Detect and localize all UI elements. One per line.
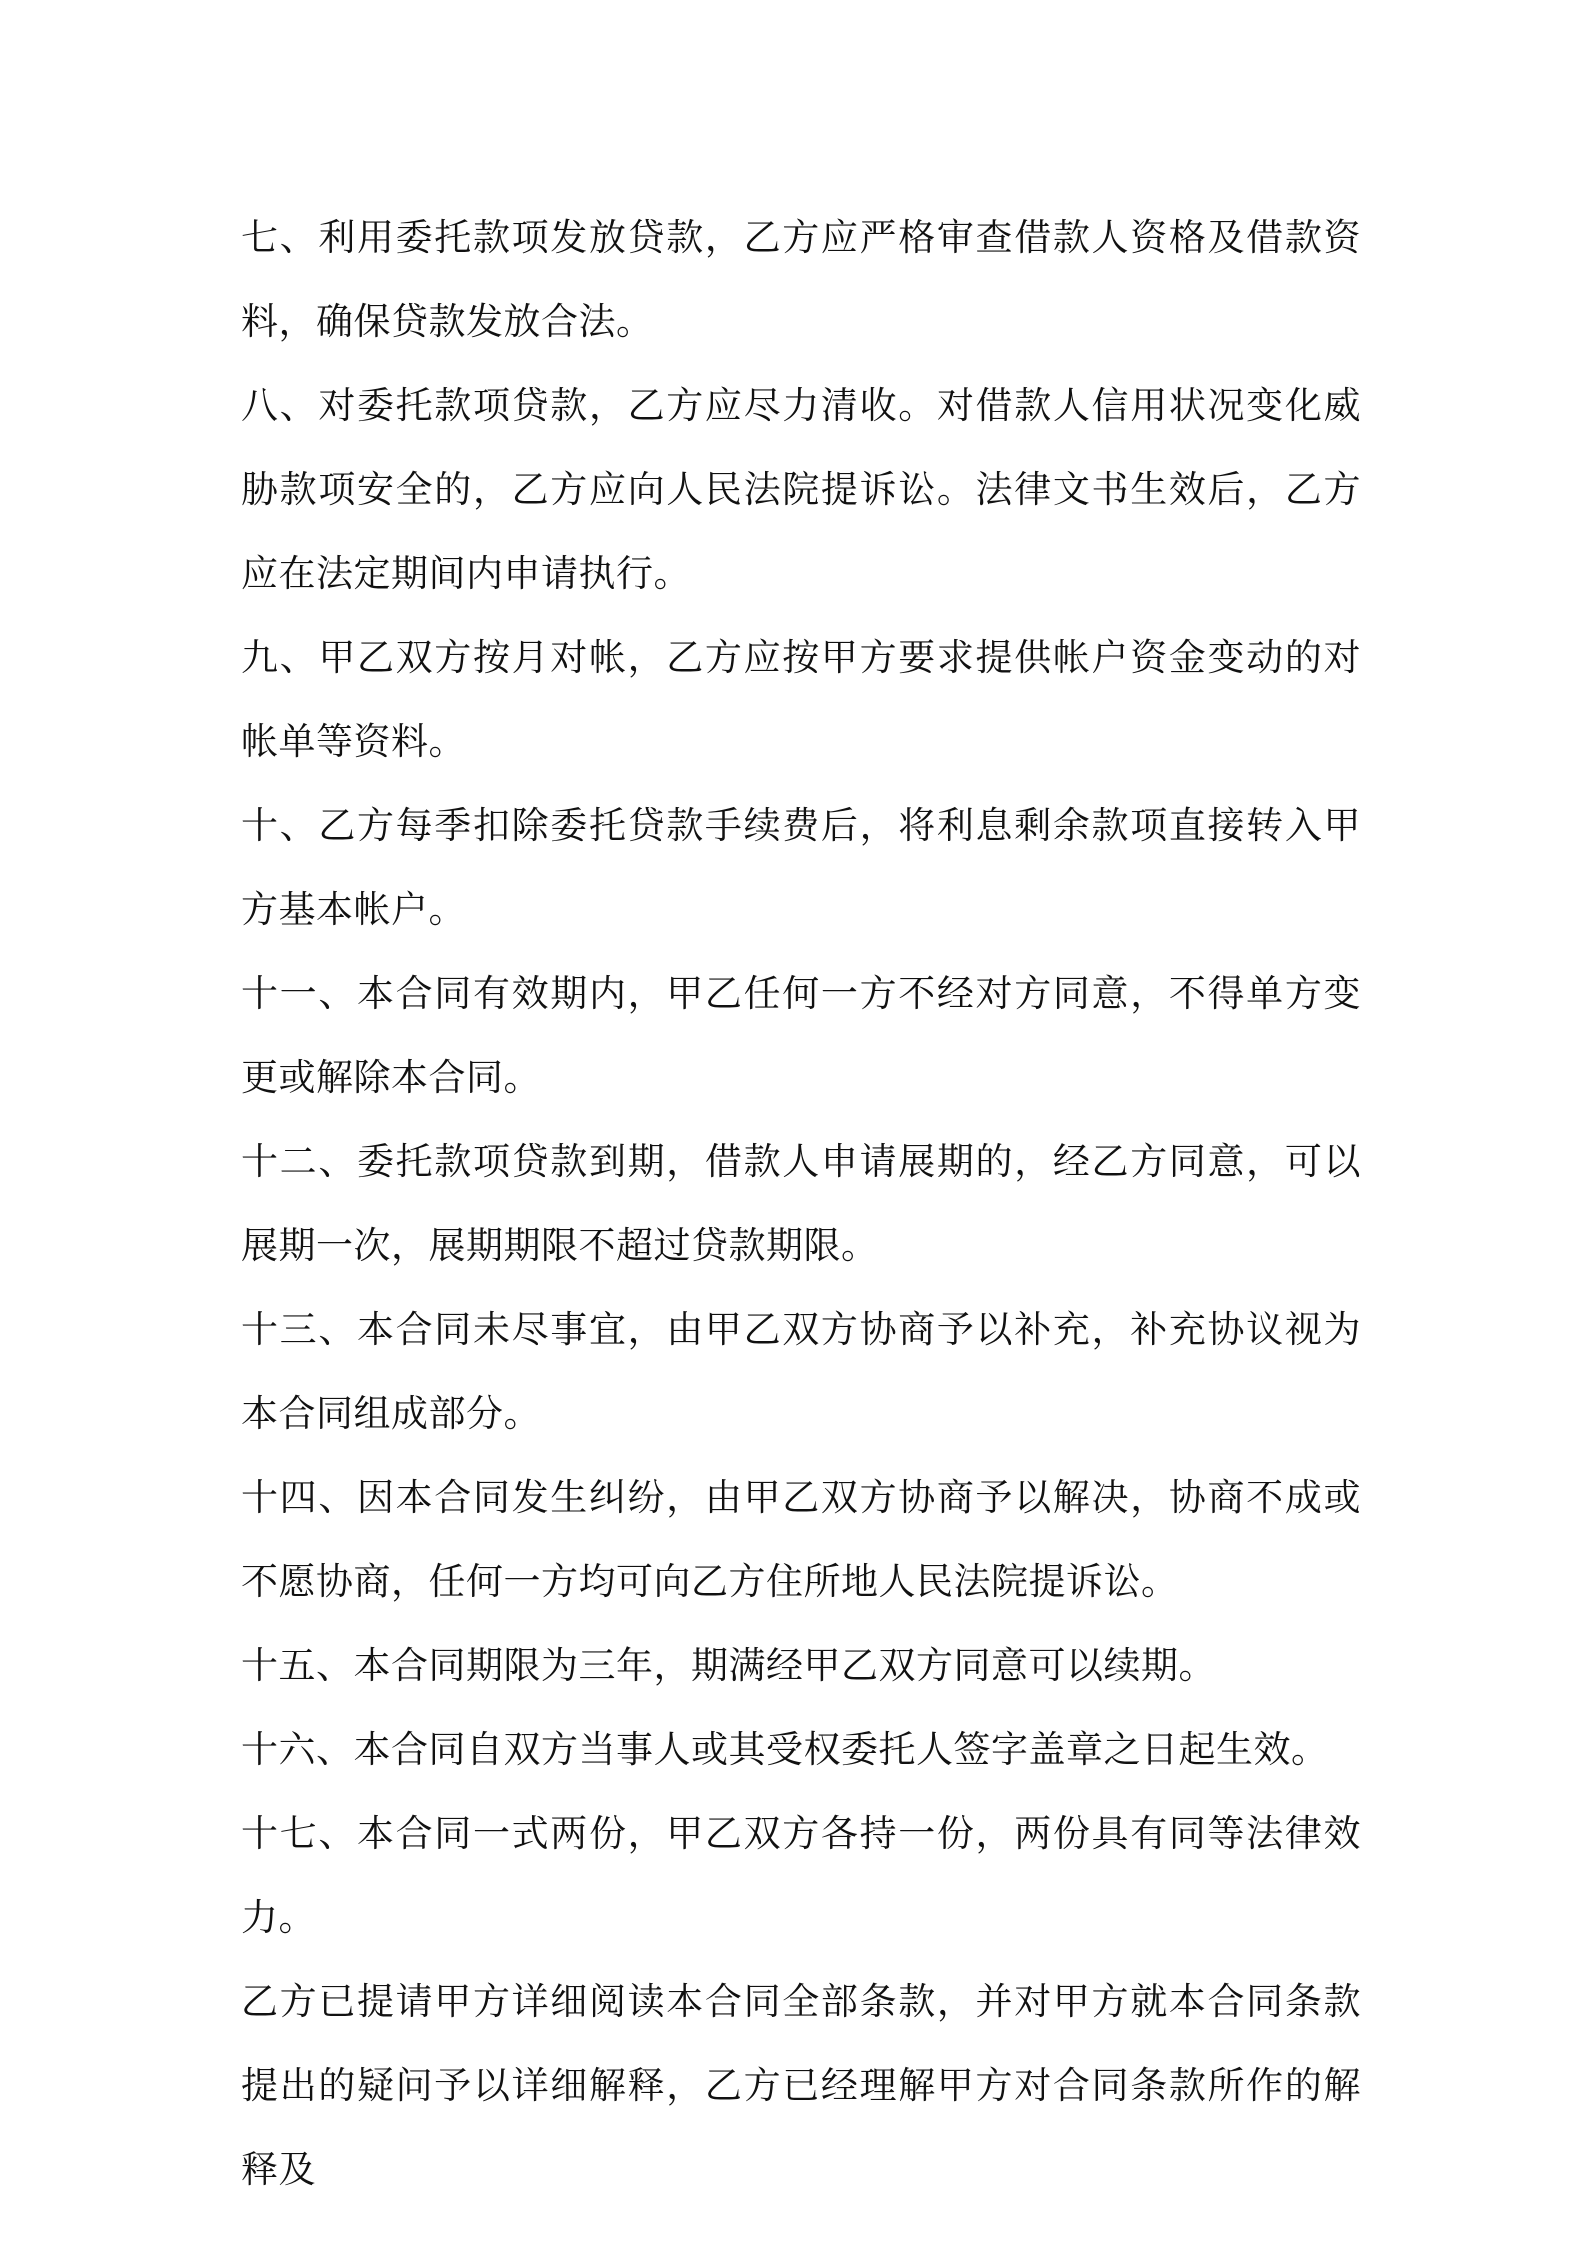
contract-body [241,196,1361,2212]
clause-8: 八、对委托款项贷款，乙方应尽力清收。对借款人信用状况变化威胁款项安全的，乙方应向人民法院提诉讼。法律文书生效后，乙方应在法定期间内申请执行。 [241,384,1361,595]
clause-15: 十五、本合同期限为三年，期满经甲乙双方同意可以续期。 [241,1644,1216,1687]
clause-11: 十一、本合同有效期内，甲乙任何一方不经对方同意，不得单方变更或解除本合同。 [241,972,1361,1099]
clause-14: 十四、因本合同发生纠纷，由甲乙双方协商予以解决，协商不成或不愿协商，任何一方均可向乙方住所地人民法院提诉讼。 [241,1476,1361,1603]
clause-12: 十二、委托款项贷款到期，借款人申请展期的，经乙方同意，可以展期一次，展期期限不超过贷款期限。 [241,1140,1361,1267]
clause-17: 十七、本合同一式两份，甲乙双方各持一份，两份具有同等法律效力。 [241,1812,1361,1939]
clause-9: 九、甲乙双方按月对帐，乙方应按甲方要求提供帐户资金变动的对帐单等资料。 [241,636,1361,763]
clause-16: 十六、本合同自双方当事人或其受权委托人签字盖章之日起生效。 [241,1728,1329,1771]
clause-10: 十、乙方每季扣除委托贷款手续费后，将利息剩余款项直接转入甲方基本帐户。 [241,804,1361,931]
closing-statement: 乙方已提请甲方详细阅读本合同全部条款，并对甲方就本合同条款提出的疑问予以详细解释，乙方已经理解甲方对合同条款所作的解释及 [241,1980,1361,2191]
clause-13: 十三、本合同未尽事宜，由甲乙双方协商予以补充，补充协议视为本合同组成部分。 [241,1308,1361,1435]
clause-7: 七、利用委托款项发放贷款，乙方应严格审查借款人资格及借款资料，确保贷款发放合法。 [241,216,1361,343]
